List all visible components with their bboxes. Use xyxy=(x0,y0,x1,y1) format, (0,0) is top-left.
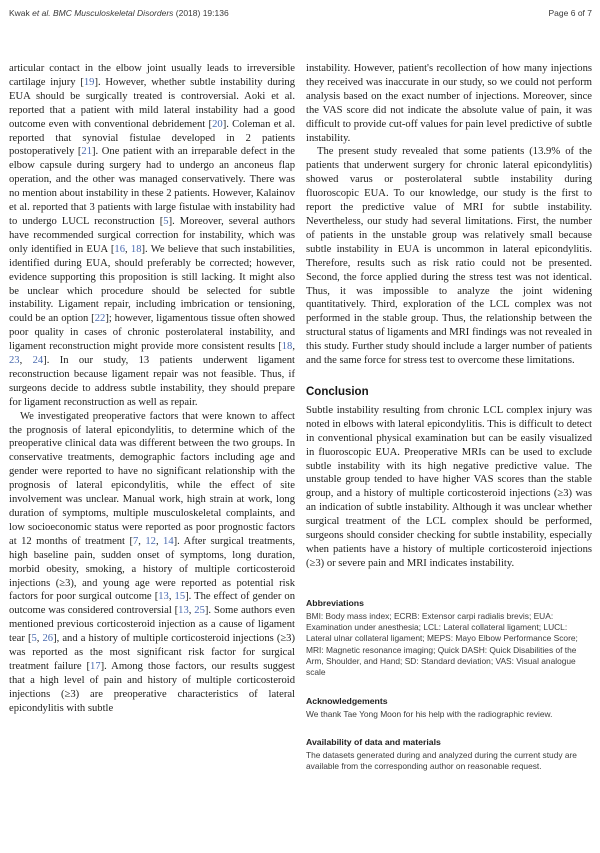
left-column xyxy=(9,62,295,789)
backmatter-text: BMI: Body mass index; ECRB: Extensor carpi radialis brevis; EUA: Examination under anesthesia; LCL: Lateral collateral ligament; LUCL: Lateral ulnar collateral ligament; MEPS: Mayo Elbow Performance Score; MRI: Magnetic resonance imaging; Quick DASH: Quick Disabilities of the Arm, Shoulder, and Hand; SD: Standard deviation; VAS: Visual analogue scale xyxy=(306,610,578,678)
conclusion-paragraphs xyxy=(306,404,592,571)
citation-ref[interactable]: 21 xyxy=(81,146,93,158)
header-etal: et al. xyxy=(32,8,53,18)
citation-ref[interactable]: 22 xyxy=(94,313,106,325)
backmatter-section-acknowledgements xyxy=(306,696,592,720)
paragraph: We investigated preoperative factors that were known to affect the prognosis of lateral epicondylitis, to determine which of the preoperative clinical data was different between the two groups. In conservative treatments, demographic factors including age and gender were reported to have no significant relationship with the prognosis of lateral epicondylitis, while the effect of site involvement was unclear. Manual work, high strain at work, long duration of symptoms, multiple musculoskeletal complaints, and low socioeconomic status were reported as poor prognostic factors at 12 months of treatment [7, 12, 14]. After surgical treatments, high baseline pain, sudden onset of symptoms, long duration, morbid obesity, smoking, a history of multiple corticosteroid injections (≥3), and young age were reported as potential risk factors for poor surgical outcome [13, 15]. The effect of gender on outcome was considered controversial [13, 25]. Some authors even mentioned previous corticosteroid injection as a cause of ligament tear [5, 26], and a history of multiple corticosteroid injections (≥3) was reported as the most significant risk factor for surgical treatment failure [17]. Among those factors, our results suggest that a high level of pain and history of multiple corticosteroid injections (≥3) are preoperative characteristics of lateral epicondylitis with subtle xyxy=(9,410,296,714)
citation-ref[interactable]: 13 xyxy=(178,605,189,617)
running-header-citation xyxy=(9,8,229,18)
citation-ref[interactable]: 13 xyxy=(158,591,169,603)
backmatter-section-availability xyxy=(306,737,592,773)
citation-ref[interactable]: 12 xyxy=(145,535,156,547)
paragraph: articular contact in the elbow joint usually leads to irreversible cartilage injury [19]. However, whether subtle instability during EUA should be surgically treated is controversial. Aoki et al. reported that a patient with mild lateral instability had a good outcome even with conventional debridement [20]. Coleman et al. reported that synovial fistulae developed in 2 patients postoperatively [21]. One patient with an irreparable defect in the elbow capsule during surgery had to undergo an anconeus flap operation, and the other was managed conservatively. There was no mention about instability in these 2 patients. However, Kalainov et al. reported that 3 patients with large fistulae with instability had to undergo LUCL reconstruction [5]. Moreover, several authors have recommended surgical correction for instability, which was only identified in EUA [16, 18]. We believe that such instabilities, identified during EUA, should preferably be corrected; however, evidence supporting this proposition is still lacking. It might also be unclear which procedure should be selected for subtle instability. Ligament repair, including imbrication or tensioning, could be an option [22]; however, ligamentous tissue often showed poor quality in cases of chronic posterolateral instability, and ligament reconstruction might provide more consistent results [18, 23, 24]. In our study, 13 patients underwent ligament reconstruction because ligament repair was not feasible. Thus, if surgeons decide to address subtle instability, they should prepare for ligament reconstruction as well as repair. xyxy=(9,63,295,408)
citation-ref[interactable]: 24 xyxy=(32,355,44,367)
citation-ref[interactable]: 14 xyxy=(163,535,174,547)
citation-ref[interactable]: 19 xyxy=(83,76,95,88)
backmatter-heading: Acknowledgements xyxy=(306,695,388,706)
right-column xyxy=(306,62,592,789)
paragraph: Subtle instability resulting from chronic LCL complex injury was noted in elbows with lateral epicondylitis. This is difficult to detect in conventional physical examination but can be easily visualized in fluoroscopic EUA. Preoperative MRIs can be used to exclude subtle instability with its high negative predictive value. The unstable group tended to have higher VAS scores than the stable group, and a history of multiple corticosteroid injections (≥3) was an indication of subtle instability. Although it was unclear whether surgical treatment of the LCL complex should be performed, surgeons should consider checking for subtle instability, especially when patients have a history of multiple corticosteroid injections (≥3) or severe pain and MRI indicates instability. xyxy=(306,404,592,569)
citation-ref[interactable]: 17 xyxy=(90,660,101,672)
page-number: Page 6 of 7 xyxy=(548,8,592,18)
citation-ref[interactable]: 25 xyxy=(194,605,205,617)
header-author: Kwak xyxy=(9,8,33,18)
backmatter xyxy=(306,598,592,773)
citation-ref[interactable]: 23 xyxy=(9,355,20,367)
backmatter-section-abbreviations xyxy=(306,598,592,679)
section-heading-conclusion: Conclusion xyxy=(306,385,369,398)
citation-ref[interactable]: 15 xyxy=(174,591,186,603)
citation-ref[interactable]: 5 xyxy=(31,633,37,645)
two-column-body xyxy=(9,62,592,789)
backmatter-heading: Availability of data and materials xyxy=(306,736,441,747)
right-column-paragraphs xyxy=(306,62,592,368)
backmatter-text: We thank Tae Yong Moon for his help with the radiographic review. xyxy=(306,708,553,719)
header-journal-title: BMC Musculoskeletal Disorders xyxy=(52,8,174,18)
citation-ref[interactable]: 20 xyxy=(212,118,223,130)
citation-ref[interactable]: 7 xyxy=(132,535,139,547)
citation-ref[interactable]: 18 xyxy=(130,243,142,255)
citation-ref[interactable]: 26 xyxy=(42,633,54,645)
left-column-paragraphs xyxy=(9,62,295,716)
paragraph: The present study revealed that some patients (13.9% of the patients that underwent surgery for chronic lateral epicondylitis) showed varus or posterolateral subtle instability during fluoroscopic EUA. To our knowledge, our study is the first to report the predictive value of MRI for subtle instability. Nevertheless, our study had several limitations. First, the number of patients in the unstable group was relatively small because subtle instability in EUA is uncommon in lateral epicondylitis. Therefore, results such as risk ratio could not be presented. Second, the force applied during the stress test was not identical. Thus, it was impossible to analyze the joint widening quantitatively. Third, exploration of the LCL complex was not performed in the stable group. Thus, the relationship between the structural status of ligaments and MRI findings was not revealed in this study. Further study should include a larger number of patients and the same force for stress test to overcome these limitations. xyxy=(306,146,592,367)
citation-ref[interactable]: 16 xyxy=(114,243,125,255)
header-citation-info: (2018) 19:136 xyxy=(173,8,229,18)
backmatter-heading: Abbreviations xyxy=(306,597,364,608)
citation-ref[interactable]: 5 xyxy=(163,215,169,227)
citation-ref[interactable]: 18 xyxy=(281,341,293,353)
backmatter-text: The datasets generated during and analyzed during the current study are available from the corresponding author on reasonable request. xyxy=(306,749,577,772)
running-header xyxy=(9,8,592,22)
paragraph: instability. However, patient's recollection of how many injections they received was inaccurate in our study, so we could not perform analysis based on the exact number of injections. Moreover, since the VAS score did not indicate the absolute value of pain, it was difficult to provide cut-off values for pain level predictive of subtle instability. xyxy=(306,63,592,144)
